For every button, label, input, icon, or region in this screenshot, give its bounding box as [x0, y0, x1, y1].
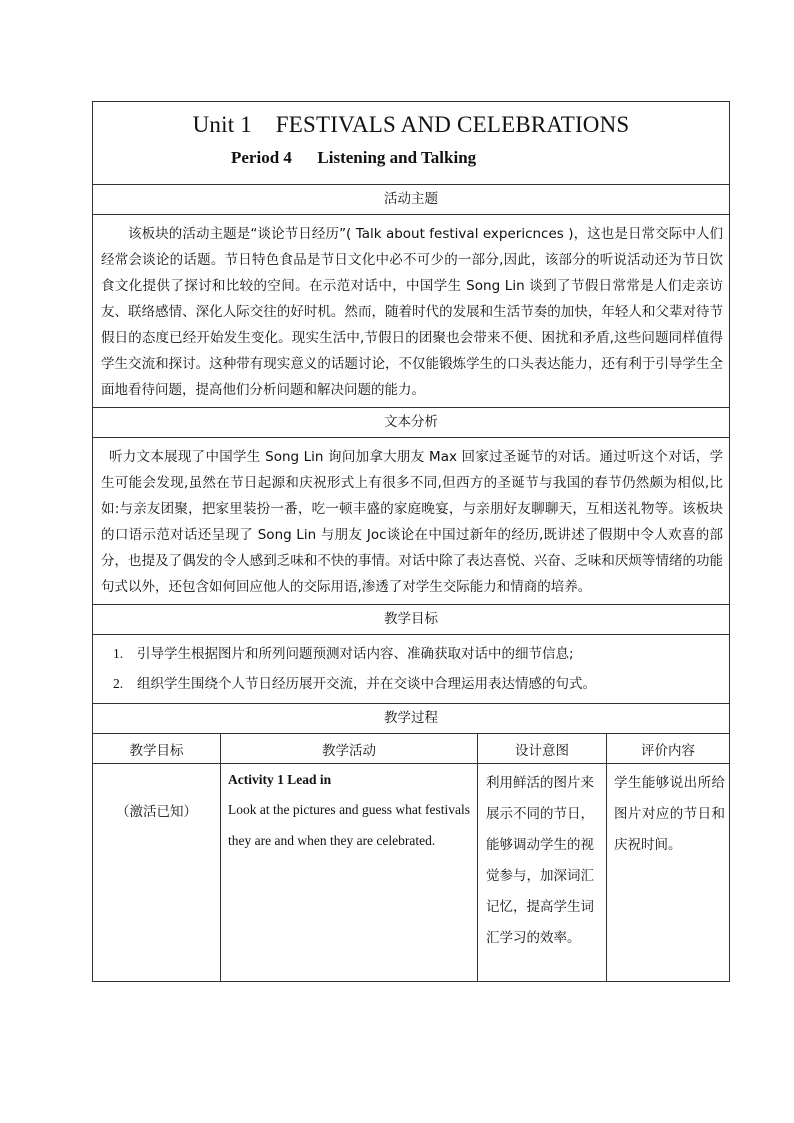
objective-item — [99, 669, 723, 699]
column-header-activity: 教学活动 — [221, 734, 478, 764]
column-header-intent: 设计意图 — [478, 734, 607, 764]
objective-text: 组织学生围绕个人节日经历展开交流，并在交谈中合理运用表达情感的句式。 — [137, 676, 596, 692]
lesson-plan-table — [92, 101, 730, 982]
theme-heading: 活动主题 — [93, 185, 730, 215]
table-row — [93, 764, 730, 982]
objective-number: 2. — [112, 676, 124, 691]
document-page — [92, 101, 729, 982]
activity-text: Look at the pictures and guess what festivals they are and when they are celebrated. — [228, 802, 470, 848]
objective-item — [99, 639, 723, 669]
text-analysis-body — [93, 438, 730, 605]
objectives-list — [93, 635, 730, 704]
objective-text: 引导学生根据图片和所列问题预测对话内容、准确获取对话中的细节信息; — [137, 646, 574, 662]
text-analysis-text: 听力文本展现了中国学生 Song Lin 询问加拿大朋友 Max 回家过圣诞节的对话。通过听这个对话，学生可能会发现,虽然在节日起源和庆祝形式上有很多不同,但西方的圣诞节与我国的春节仍然颇为相似,比如:与亲友团聚，把家里装扮一番，吃一顿丰盛的家庭晚宴，与亲朋好友聊聊天，互相送礼物等。该板块的口语示范对话还呈现了 Song Lin 与朋友 Joc谈论在中国过新年的经历,既讲述了假期中令人欢喜的部分，也提及了偶发的令人感到乏味和不快的事情。对话中除了表达喜悦、兴奋、乏味和厌烦等情绪的功能句式以外，还包含如何回应他人的交际用语,渗透了对学生交际能力和情商的培养。 — [101, 449, 724, 595]
row-intent: 利用鲜活的图片来展示不同的节日，能够调动学生的视觉参与，加深词汇记忆，提高学生词汇学习的效率。 — [478, 764, 607, 982]
text-analysis-heading: 文本分析 — [93, 408, 730, 438]
column-header-evaluation: 评价内容 — [607, 734, 730, 764]
title-cell — [93, 102, 730, 185]
row-activity — [221, 764, 478, 982]
process-heading: 教学过程 — [93, 704, 730, 734]
theme-body — [93, 215, 730, 408]
row-objective: （激活已知） — [93, 764, 221, 982]
objectives-heading: 教学目标 — [93, 605, 730, 635]
theme-text: 该板块的活动主题是“谈论节日经历”( Talk about festival expericnces )，这也是日常交际中人们经常会谈论的话题。节日特色食品是节日文化中必不可少的一部分,因此，该部分的听说活动还为节日饮食文化提供了探讨和比较的空间。在示范对话中，中国学生 Song Lin 谈到了节假日常常是人们走亲访友、联络感情、深化人际交往的好时机。然而，随着时代的发展和生活节奏的加快，年轻人和父辈对待节假日的态度已经开始发生变化。现实生活中,节假日的团聚也会带来不便、困扰和矛盾,这些问题同样值得学生交流和探讨。这种带有现实意义的话题讨论，不仅能锻炼学生的口头表达能力，还有利于引导学生全面地看待问题，提高他们分析问题和解决问题的能力。 — [101, 226, 724, 398]
column-header-objective: 教学目标 — [93, 734, 221, 764]
objective-number: 1. — [112, 646, 124, 661]
activity-title: Activity 1 Lead in — [228, 772, 332, 787]
period-title: Period 4 Listening and Talking — [231, 148, 477, 167]
unit-title: Unit 1 FESTIVALS AND CELEBRATIONS — [192, 112, 630, 137]
row-evaluation: 学生能够说出所给图片对应的节日和庆祝时间。 — [607, 764, 730, 982]
